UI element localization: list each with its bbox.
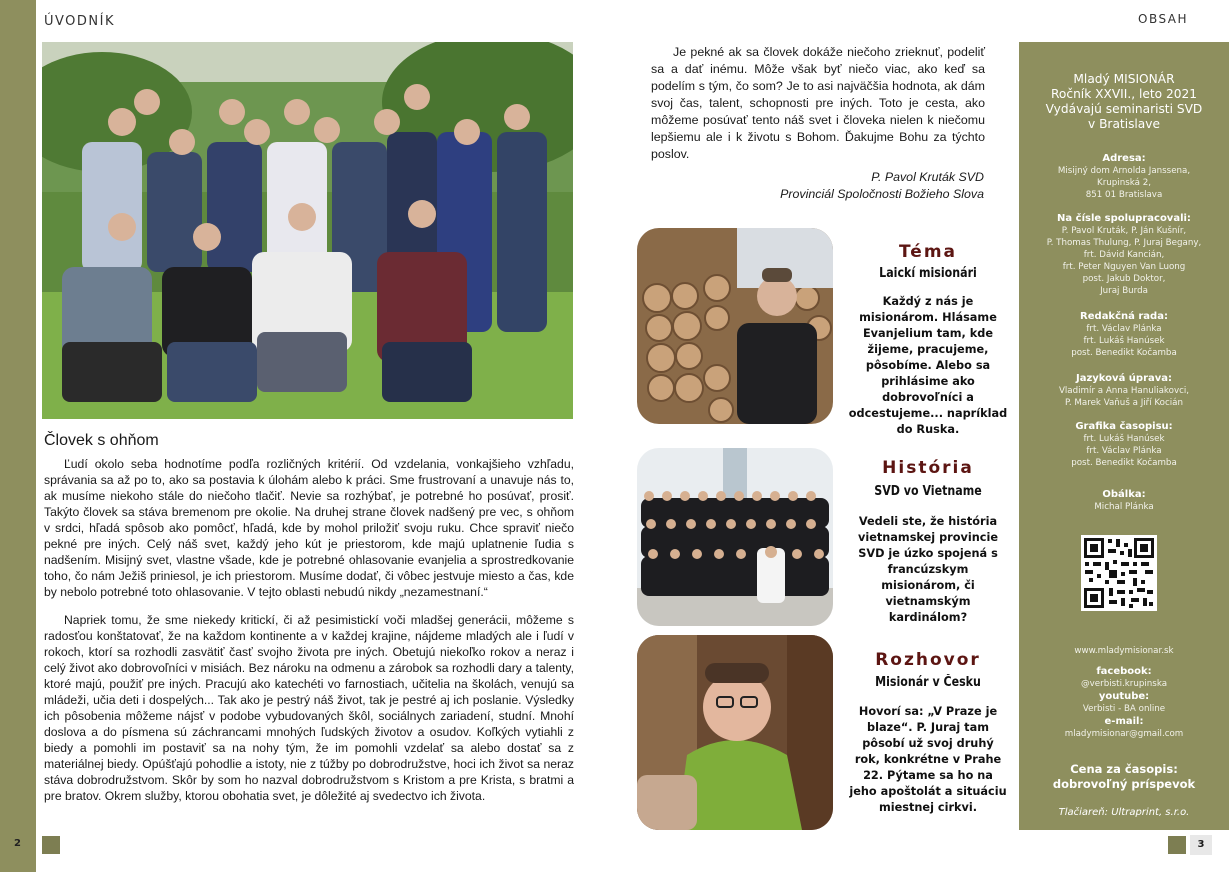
email-address[interactable]: mladymisionar@gmail.com bbox=[1064, 729, 1184, 739]
graphics-line: frt. Václav Plánka bbox=[1086, 446, 1162, 456]
address-line: Krupinská 2, bbox=[1097, 178, 1151, 188]
section-label-uvodnik: ÚVODNÍK bbox=[44, 14, 116, 29]
youtube-heading: youtube: bbox=[1098, 691, 1150, 702]
signature-role: Provinciál Spoločnosti Božieho Slova bbox=[780, 187, 984, 201]
language-editing-block bbox=[1023, 372, 1225, 409]
teaser-title-historia: História bbox=[882, 458, 974, 478]
left-margin-strip bbox=[0, 0, 36, 872]
cover-credit: Michal Plánka bbox=[1094, 502, 1154, 512]
contributors-heading: Na čísle spolupracovali: bbox=[1057, 213, 1191, 224]
teaser-image-historia bbox=[637, 448, 833, 626]
editorial-board-block bbox=[1023, 310, 1225, 359]
editor-line: post. Benedikt Kočamba bbox=[1071, 348, 1177, 358]
facebook-handle[interactable]: @verbisti.krupinska bbox=[1080, 679, 1168, 689]
masthead-line: Mladý MISIONÁR bbox=[1073, 72, 1175, 86]
teaser-subtitle-rozhovor: Misionár v Česku bbox=[875, 675, 981, 690]
graphics-line: frt. Lukáš Hanúsek bbox=[1083, 434, 1165, 444]
printer-credit: Tlačiareň: Ultraprint, s.r.o. bbox=[1058, 807, 1190, 818]
website-link[interactable]: www.mladymisionar.sk bbox=[1074, 646, 1174, 656]
teaser-text-rozhovor: Hovorí sa: „V Praze je blaze“. P. Juraj tam pôsobí už svoj druhý rok, konkrétne v Prahe 22. Pýtame sa ho na jeho apoštolát a situáciu miestnej cirkvi. bbox=[849, 705, 1007, 814]
article-paragraph-1: Ľudí okolo seba hodnotíme podľa rozličných kritérií. Od vzdelania, vonkajšieho vzhľadu, správania sa až po to, ako sa postavia k úlohám alebo k práci. Sme frustrovaní a unavuje nás to, ak musíme niekoho stále do niečoho tlačiť. Nevie sa rozhýbať, je potrebné ho posúvať, prosiť. Takýto človek sa stáva bremenom pre okolie. Na druhej strane človek nadšený pre vec, s ohňom v srdci, hľadá spôsob ako pomôcť, hľadá, kde by mohol priložiť svoju ruku. Chce spraviť niečo pekné pre iných. Celý náš svet, každý jeho kút je priestorom, kde majú uplatnenie ľudia s nadšením. Misijný svet, vlastne všade, kde je potrebné ohlasovanie evanjelia a sprostredkovanie toho, čo nám Ježiš priniesol, je ich priestorom. Musíme dodať, či vôbec jestvuje miesto a čas, kde by nebolo potrebné toto ohlasovanie. V tejto oblasti nebudú nikdy „nezamestnaní.“ bbox=[44, 457, 574, 599]
address-block bbox=[1023, 152, 1225, 201]
language-editing-heading: Jazyková úprava: bbox=[1075, 373, 1173, 384]
address-line: Misijný dom Arnolda Janssena, bbox=[1057, 166, 1191, 176]
cover-heading: Obálka: bbox=[1102, 489, 1146, 500]
qr-code[interactable] bbox=[1081, 535, 1157, 611]
page-number-right: 3 bbox=[1190, 835, 1212, 855]
page-number-left: 2 bbox=[14, 838, 21, 849]
contributor-line: Juraj Burda bbox=[1100, 286, 1148, 296]
price-label: Cena za časopis: bbox=[1070, 762, 1178, 776]
cover-credit-block bbox=[1023, 488, 1225, 513]
masthead-line: Vydávajú seminaristi SVD bbox=[1045, 102, 1203, 116]
teaser-subtitle-historia: SVD vo Vietname bbox=[874, 484, 982, 499]
masthead-line: Ročník XXVII., leto 2021 bbox=[1051, 87, 1197, 101]
section-label-obsah: OBSAH bbox=[1138, 12, 1189, 26]
email-heading: e-mail: bbox=[1104, 716, 1144, 727]
graphics-heading: Grafika časopisu: bbox=[1075, 421, 1173, 432]
masthead-heading bbox=[1019, 72, 1229, 132]
editor-line: frt. Václav Plánka bbox=[1086, 324, 1162, 334]
editorial-board-heading: Redakčná rada: bbox=[1080, 311, 1168, 322]
contributor-line: post. Jakub Doktor, bbox=[1082, 274, 1166, 284]
language-editor-line: P. Marek Vaňuš a Jiří Kocián bbox=[1064, 398, 1184, 408]
address-line: 851 01 Bratislava bbox=[1085, 190, 1163, 200]
youtube-channel[interactable]: Verbisti - BA online bbox=[1082, 704, 1166, 714]
masthead-sidebar bbox=[1019, 42, 1229, 830]
masthead-line: v Bratislave bbox=[1087, 117, 1160, 131]
editorial-article bbox=[44, 432, 574, 816]
page-marker-left bbox=[42, 836, 60, 854]
price-block bbox=[1023, 762, 1225, 792]
language-editor-line: Vladimír a Anna Hanuliakovci, bbox=[1058, 386, 1190, 396]
price-value: dobrovoľný príspevok bbox=[1052, 777, 1196, 791]
teaser-title-tema: Téma bbox=[898, 242, 958, 262]
contacts-block bbox=[1023, 645, 1225, 740]
signature bbox=[720, 169, 984, 203]
article-paragraph-3: Je pekné ak sa človek dokáže niečoho zrieknuť, podeliť sa a dať inému. Môže však byť niečo viac, ako keď sa podelím s tým, čo som? Je to asi najväčšia hodnota, ak dám svoj čas, talent, schopnosti pre iných. Toto je cesta, ako môžeme posúvať tento náš svet i človeka nielen k niečomu lepšiemu ale i k životu s Bohom. Ďakujme Bohu za týchto poslov. bbox=[651, 45, 985, 161]
contributor-line: frt. Dávid Kancián, bbox=[1083, 250, 1165, 260]
article-continuation bbox=[651, 44, 985, 163]
teaser-image-tema bbox=[637, 228, 833, 424]
contributor-line: frt. Peter Nguyen Van Luong bbox=[1062, 262, 1186, 272]
teaser-text-tema: Každý z nás je misionárom. Hlásame Evanjelium tam, kde žijeme, pracujeme, pôsobíme. Alebo sa prihlásime ako dobrovoľníci a odcestujeme... napríklad do Ruska. bbox=[848, 295, 1008, 436]
teaser-title-rozhovor: Rozhovor bbox=[875, 650, 981, 670]
contributor-line: P. Thomas Thulung, P. Juraj Begany, bbox=[1046, 238, 1202, 248]
editor-line: frt. Lukáš Hanúsek bbox=[1083, 336, 1165, 346]
facebook-heading: facebook: bbox=[1096, 666, 1152, 677]
teaser-text-historia: Vedeli ste, že história vietnamskej provincie SVD je úzko spojená s francúzskym misionárom, či vietnamským kardinálom? bbox=[857, 515, 999, 624]
article-title: Človek s ohňom bbox=[44, 432, 159, 449]
graphics-block bbox=[1023, 420, 1225, 469]
teaser-image-rozhovor bbox=[637, 635, 833, 830]
contributor-line: P. Pavol Kruták, P. Ján Kušnír, bbox=[1061, 226, 1187, 236]
group-photo bbox=[42, 42, 573, 419]
signature-name: P. Pavol Kruták SVD bbox=[871, 170, 984, 184]
address-heading: Adresa: bbox=[1102, 153, 1146, 164]
teaser-subtitle-tema: Laickí misionári bbox=[879, 266, 977, 281]
page-marker-right bbox=[1168, 836, 1186, 854]
printer-block bbox=[1023, 807, 1225, 818]
article-paragraph-2: Napriek tomu, že sme niekedy kritickí, či až pesimistickí voči mladšej generácii, môžeme s radosťou konštatovať, že na každom kontinente a v každej krajine, nájdeme mladých ale i ľudí v rokoch, ktorí sa rozhodli zasvätiť časť svojho života pre iných. Obetujú niekoľko rokov a neraz i celý život ako dobrovoľníci v misiách. Bez nároku na odmenu a zárobok sa rozhodli dary a talenty, ktoré majú, použiť pre iných. Pracujú ako katechéti vo farnostiach, učitelia na školách, venujú sa mládeži, učia deti i dospelých... Tak ako je pestrý náš život, tak je pestré aj ich poslanie. Výsledky ich pôsobenia môžeme nájsť v podobe vybudovaných škôl, sociálnych zariadení, studní. Mnohí doslova a do písmena sú záchrancami mnohých ľudských životov a osudov. Koľkých vytiahli z biedy a pomohli im postaviť sa na nohy tým, že im pomohli vzdelať sa alebo dostať sa z materiálnej biedy. Opúšťajú pohodlie a istoty, nie z túžby po dobrodružstve, hoci ich život sa neraz stáva dobrodružstvom. Skôr by som ho nazval dobrodružstvom s Kristom a pre Krista, s bratmi a pre bratov. Okrem služby, ktorou obohatia svet, je dôležité aj svedectvo ich života. bbox=[44, 613, 574, 803]
contributors-block bbox=[1023, 212, 1225, 297]
graphics-line: post. Benedikt Kočamba bbox=[1071, 458, 1177, 468]
